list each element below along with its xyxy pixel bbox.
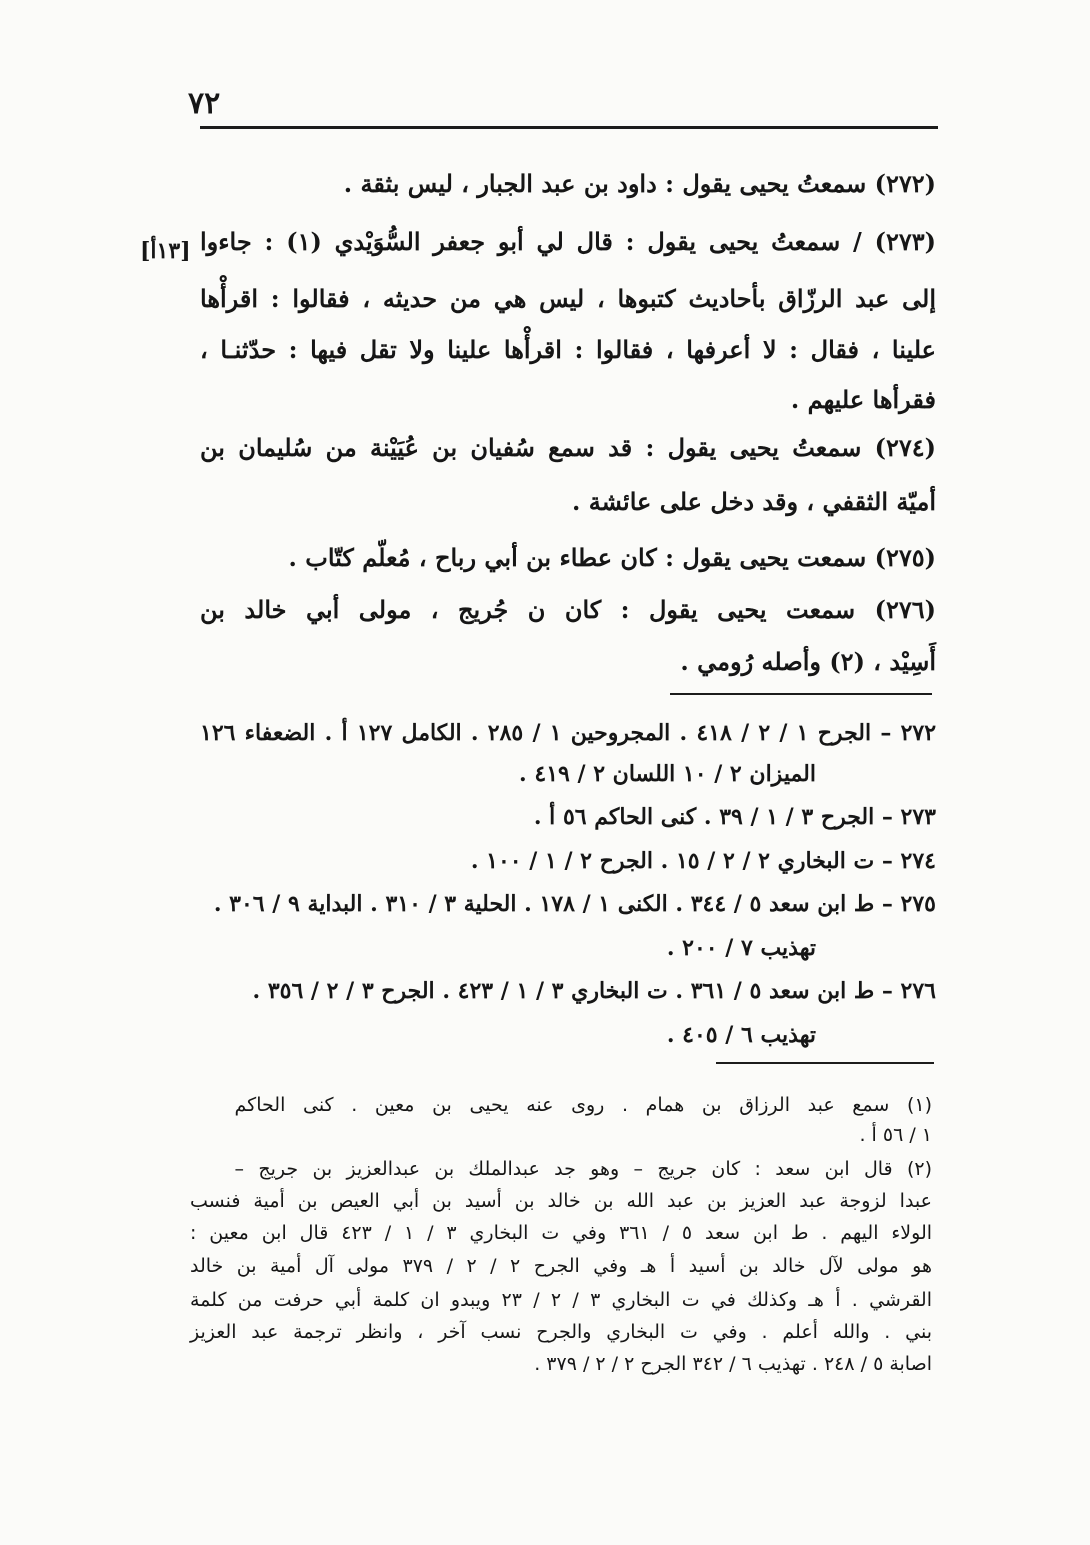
main-text-line: (٢٧٣) / سمعتُ يحيى يقول : قال لي أبو جعفر السُّوَيْدي (١) : جاءوا	[200, 227, 936, 256]
reference-line: الميزان ٢ / ١٠ اللسان ٢ / ٤١٩ .	[519, 761, 816, 787]
main-text-line: أَسِيْد ، (٢) وأصله رُومي .	[680, 647, 936, 676]
footnote-line: بني . والله أعلم . وفي ت البخاري والجرح نسب آخر ، وانظر ترجمة عبد العزيز	[190, 1321, 932, 1343]
main-text-line: إلى عبد الرزّاق بأحاديث كتبوها ، ليس هي من حديثه ، فقالوا : اقرأْها	[200, 284, 936, 313]
reference-line: تهذيب ٦ / ٤٠٥ .	[666, 1022, 816, 1048]
footnote-line: (١) سمع عبد الرزاق بن همام . روى عنه يحيى بن معين . كنى الحاكم	[234, 1094, 932, 1116]
main-text-line: علينا ، فقال : لا أعرفها ، فقالوا : اقرأْها علينا ولا تقل فيها : حدّثنـا ،	[200, 335, 936, 364]
reference-line: ٢٧٢ – الجرح ١ / ٢ / ٤١٨ . المجروحين ١ / ٢٨٥ . الكامل ١٢٧ أ . الضعفاء ١٢٦	[200, 720, 937, 746]
footnote-line: اصابة ٥ / ٢٤٨ . تهذيب ٦ / ٣٤٢ الجرح ٢ / ٢ / ٣٧٩ .	[534, 1353, 932, 1375]
footnote-line: القرشي . أ هـ وكذلك في ت البخاري ٣ / ٢ / ٢٣ ويبدو ان كلمة أبي حرفت من كلمة	[190, 1289, 932, 1311]
main-text-line: (٢٧٤) سمعتُ يحيى يقول : قد سمع سُفيان بن عُيَيْنة من سُليمان بن	[200, 433, 936, 462]
reference-line: تهذيب ٧ / ٢٠٠ .	[666, 935, 816, 961]
main-text-line: (٢٧٥) سمعت يحيى يقول : كان عطاء بن أبي رباح ، مُعلّم كتّاب .	[288, 543, 936, 572]
page-number: ٧٢	[188, 86, 221, 121]
footnote-line: الولاء اليهم . ط ابن سعد ٥ / ٣٦١ وفي ت البخاري ٣ / ١ / ٤٢٣ قال ابن معين :	[190, 1222, 933, 1244]
footnote-line: ١ / ٥٦ أ .	[859, 1124, 932, 1146]
main-text-line: (٢٧٢) سمعتُ يحيى يقول : داود بن عبد الجبار ، ليس بثقة .	[343, 169, 936, 198]
margin-manuscript-ref: [١٣أ]	[140, 238, 191, 264]
main-text-line: (٢٧٦) سمعت يحيى يقول : كان ن جُريج ، مولى أبي خالد بن	[200, 595, 936, 624]
footnote-rule	[716, 1062, 934, 1064]
reference-line: ٢٧٥ – ط ابن سعد ٥ / ٣٤٤ . الكنى ١ / ١٧٨ . الحلية ٣ / ٣١٠ . البداية ٩ / ٣٠٦ .	[213, 891, 936, 917]
main-text-line: أميّة الثقفي ، وقد دخل على عائشة .	[572, 487, 936, 516]
reference-line: ٢٧٦ – ط ابن سعد ٥ / ٣٦١ . ت البخاري ٣ / ١ / ٤٢٣ . الجرح ٣ / ٢ / ٣٥٦ .	[252, 978, 936, 1004]
header-rule	[200, 126, 938, 129]
footnote-line: هو مولى لآل خالد بن أسيد أ هـ وفي الجرح ٢ / ٢ / ٣٧٩ مولى آل أمية بن خالد	[190, 1255, 933, 1277]
footnote-line: عبدا لزوجة عبد العزيز بن عبد الله بن خالد بن أسيد بن أبي العيص بن أمية فنسب	[190, 1190, 932, 1212]
reference-line: ٢٧٣ – الجرح ٣ / ١ / ٣٩ . كنى الحاكم ٥٦ أ .	[533, 804, 936, 830]
reference-line: ٢٧٤ – ت البخاري ٢ / ٢ / ١٥ . الجرح ٢ / ١ / ١٠٠ .	[470, 848, 936, 874]
section-rule	[670, 693, 932, 695]
main-text-line: فقرأها عليهم .	[790, 385, 936, 414]
footnote-line: (٢) قال ابن سعد : كان جريج – وهو جد عبدالملك بن عبدالعزيز بن جريج –	[234, 1158, 932, 1180]
